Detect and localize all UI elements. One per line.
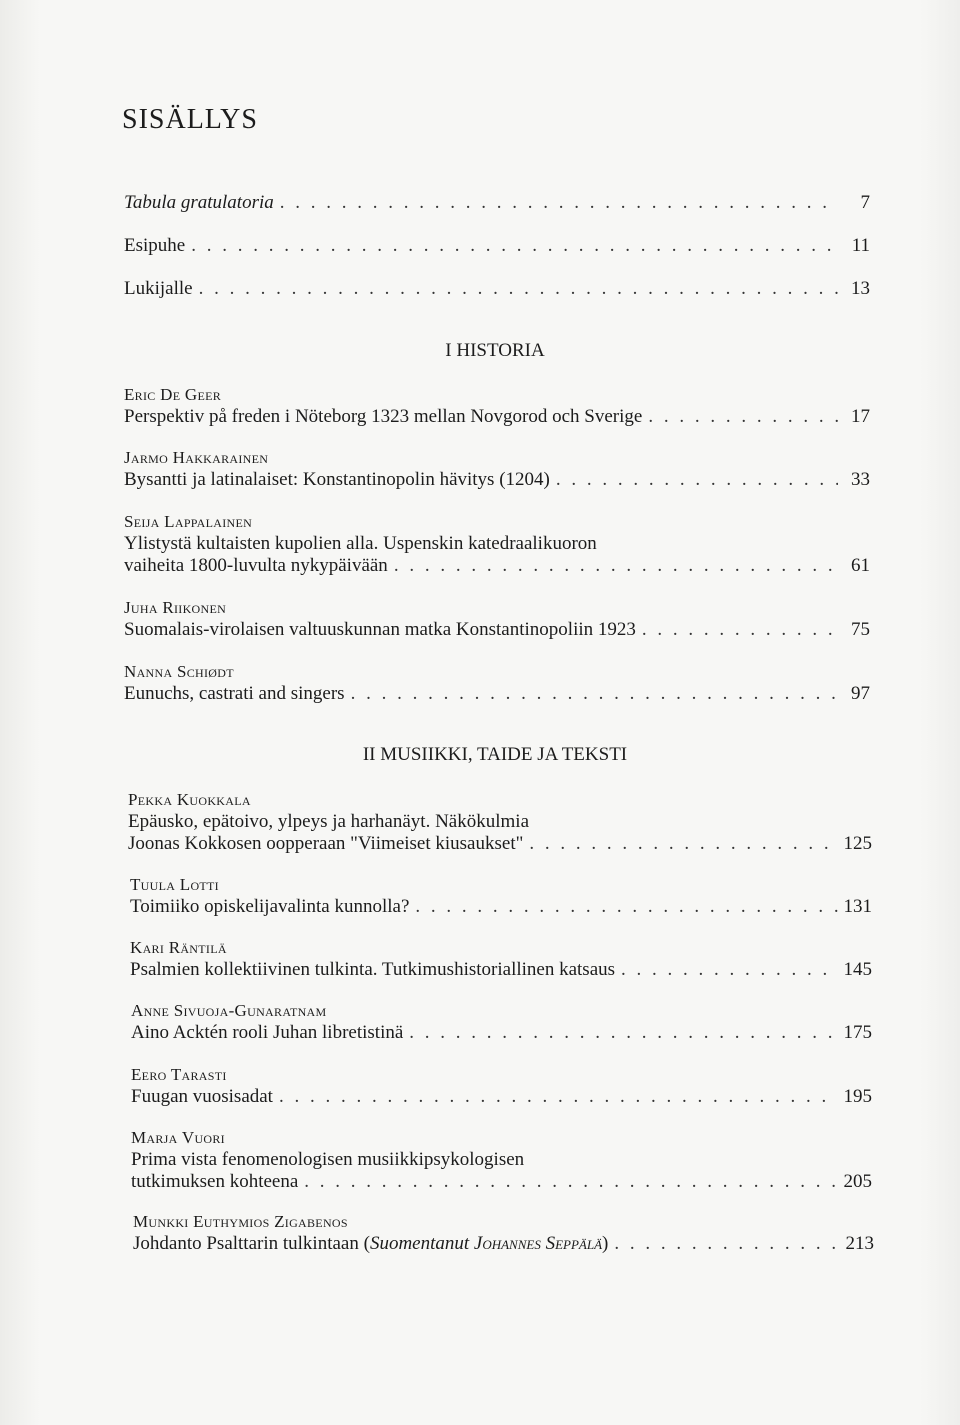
entry-author: Juha Riikonen	[124, 598, 227, 617]
translator-name: Johannes Seppälä	[473, 1233, 603, 1254]
entry-author: Tuula Lotti	[130, 875, 219, 894]
entry-title: Suomalais-virolaisen valtuuskunnan matka Konstantinopoliin 1923	[124, 619, 636, 640]
entry-title: Toimiiko opiskelijavalinta kunnolla?	[130, 896, 410, 917]
entry-title: Tabula gratulatoria	[124, 192, 274, 213]
toc-entry-front-3	[124, 278, 870, 300]
toc-entry	[131, 1001, 872, 1044]
entry-title-main: Johdanto Psalttarin tulkintaan (	[133, 1233, 370, 1254]
entry-title-line-2: Joonas Kokkosen oopperaan "Viimeiset kiusaukset"	[128, 833, 524, 854]
entry-author: Pekka Kuokkala	[128, 790, 251, 809]
entry-title: Esipuhe	[124, 235, 186, 256]
entry-title: Psalmien kollektiivinen tulkinta. Tutkimushistoriallinen katsaus	[130, 959, 616, 980]
toc-entry	[124, 662, 870, 705]
page-number: 195	[843, 1086, 872, 1107]
leader-dots	[556, 469, 838, 491]
leader-dots	[394, 555, 838, 577]
leader-dots	[304, 1171, 837, 1193]
leader-dots	[191, 235, 838, 257]
leader-dots	[280, 192, 838, 214]
entry-author: Anne Sivuoja-Gunaratnam	[131, 1001, 327, 1020]
entry-title: Aino Acktén rooli Juhan libretistinä	[131, 1022, 404, 1043]
toc-entry	[124, 385, 870, 428]
section-heading-musiikki: II MUSIIKKI, TAIDE JA TEKSTI	[362, 744, 628, 765]
page-title: SISÄLLYS	[122, 104, 258, 135]
toc-entry	[130, 875, 872, 918]
entry-title: Fuugan vuosisadat	[131, 1086, 273, 1107]
page-number: 7	[860, 192, 870, 213]
entry-title-line-1: Epäusko, epätoivo, ylpeys ja harhanäyt. Näkökulmia	[128, 811, 530, 832]
entry-author: Nanna Schiødt	[124, 662, 234, 681]
page-number: 125	[843, 833, 872, 854]
leader-dots	[642, 619, 838, 641]
page-number: 33	[851, 469, 870, 490]
leader-dots	[415, 896, 837, 918]
toc-entry	[124, 448, 870, 491]
entry-title: Lukijalle	[124, 278, 193, 299]
leader-dots	[621, 959, 837, 981]
entry-title-line-1: Ylistystä kultaisten kupolien alla. Uspenskin katedraalikuoron	[124, 533, 597, 554]
entry-author: Marja Vuori	[131, 1128, 225, 1147]
page-number: 145	[843, 959, 872, 980]
entry-title: Bysantti ja latinalaiset: Konstantinopolin hävitys (1204)	[124, 469, 550, 490]
entry-title	[133, 1233, 608, 1255]
leader-dots	[529, 833, 837, 855]
entry-author: Seija Lappalainen	[124, 512, 253, 531]
entry-author: Eric De Geer	[124, 385, 222, 404]
toc-entry-front-1	[124, 192, 870, 214]
section-heading-historia: I HISTORIA	[445, 340, 545, 361]
page-number: 213	[845, 1233, 874, 1254]
page-number: 205	[843, 1171, 872, 1192]
toc-entry	[131, 1128, 872, 1193]
leader-dots	[409, 1022, 837, 1044]
toc-entry	[124, 598, 870, 641]
entry-author: Kari Räntilä	[130, 938, 227, 957]
entry-author: Eero Tarasti	[131, 1065, 227, 1084]
entry-title-suffix: )	[602, 1233, 609, 1254]
leader-dots	[351, 683, 838, 705]
leader-dots	[614, 1233, 839, 1255]
leader-dots	[279, 1086, 838, 1108]
page-number: 175	[843, 1022, 872, 1043]
entry-author: Munkki Euthymios Zigabenos	[133, 1212, 348, 1231]
page-number: 13	[851, 278, 870, 299]
translator-prefix: Suomentanut	[369, 1233, 470, 1254]
entry-title: Perspektiv på freden i Nöteborg 1323 mellan Novgorod och Sverige	[124, 406, 643, 427]
entry-title-line-2: tutkimuksen kohteena	[131, 1171, 299, 1192]
toc-entry	[124, 512, 870, 577]
leader-dots	[648, 406, 838, 428]
page-number: 11	[851, 235, 870, 256]
toc-entry	[133, 1212, 874, 1255]
toc-entry	[130, 938, 872, 981]
page-number: 97	[851, 683, 870, 704]
entry-title: Eunuchs, castrati and singers	[124, 683, 345, 704]
page-number: 131	[843, 896, 872, 917]
page-number: 75	[851, 619, 870, 640]
page-number: 61	[851, 555, 870, 576]
entry-title-line-1: Prima vista fenomenologisen musiikkipsykologisen	[131, 1149, 525, 1170]
entry-author: Jarmo Hakkarainen	[124, 448, 269, 467]
toc-entry-front-2	[124, 235, 870, 257]
leader-dots	[199, 278, 838, 300]
toc-entry	[131, 1065, 872, 1108]
page-number: 17	[851, 406, 870, 427]
toc-entry	[128, 790, 872, 855]
entry-title-line-2: vaiheita 1800-luvulta nykypäivään	[124, 555, 388, 576]
